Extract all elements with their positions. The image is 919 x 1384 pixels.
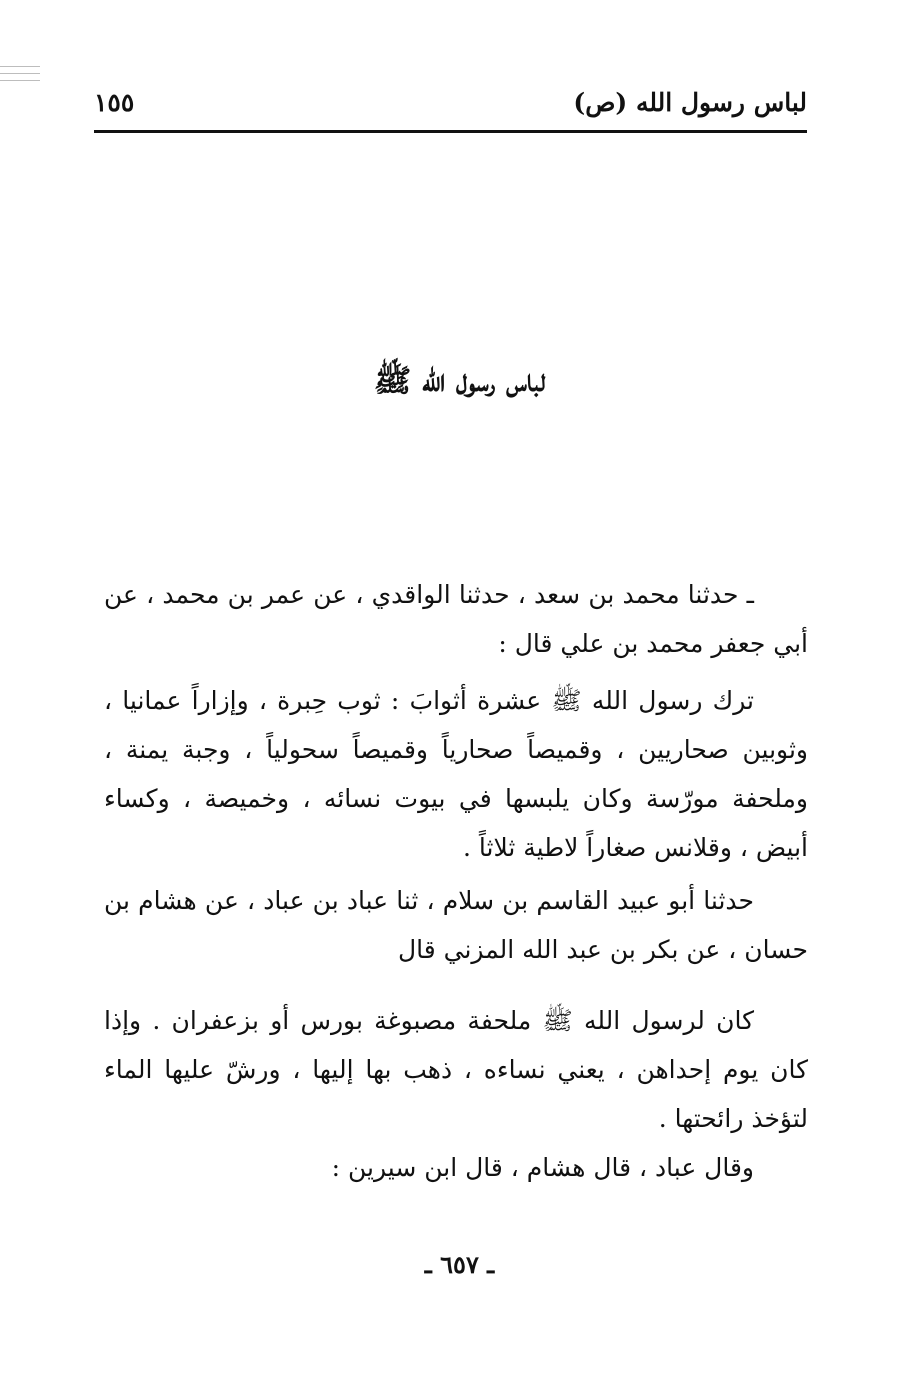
body-text (104, 570, 808, 1192)
paragraph-text-2: كان لرسول الله ﷺ ملحفة مصبوغة بورس أو بزعفران . وإذا كان يوم إحداهن ، يعني نساءه ، ذهب بها إليها ، ورشّ عليها الماء لتؤخذ رائحتها . (104, 1006, 808, 1133)
header-page-number: ١٥٥ (94, 88, 135, 117)
paragraph-text-1: ترك رسول الله ﷺ عشرة أثوابَ : ثوب حِبرة ، وإزاراً عمانيا ، وثوبين صحاريين ، وقميصاً صحارياً وقميصاً سحولياً ، وجبة يمنة ، وملحفة مورّسة وكان يلبسها في بيوت نسائه ، وخميصة ، وكساء أبيض ، وقلانس صغاراً لاطية ثلاثاً . (104, 686, 808, 862)
paragraph-isnad-3: وقال عباد ، قال هشام ، قال ابن سيرين : (331, 1153, 754, 1182)
running-title: لباس رسول الله (ص) (573, 88, 807, 117)
paragraph-isnad-2: حدثنا أبو عبيد القاسم بن سلام ، ثنا عباد بن عباد ، عن هشام بن حسان ، عن بكر بن عبد الله المزني قال (104, 886, 808, 964)
chapter-title: لباس رسول الله ﷺ (373, 363, 546, 399)
scan-artifact (0, 66, 40, 96)
running-header (94, 84, 807, 133)
paragraph-isnad-1: ـ حدثنا محمد بن سعد ، حدثنا الواقدي ، عن عمر بن محمد ، عن أبي جعفر محمد بن علي قال : (104, 580, 808, 658)
footer-page-number: ـ ٦٥٧ ـ (424, 1250, 495, 1279)
